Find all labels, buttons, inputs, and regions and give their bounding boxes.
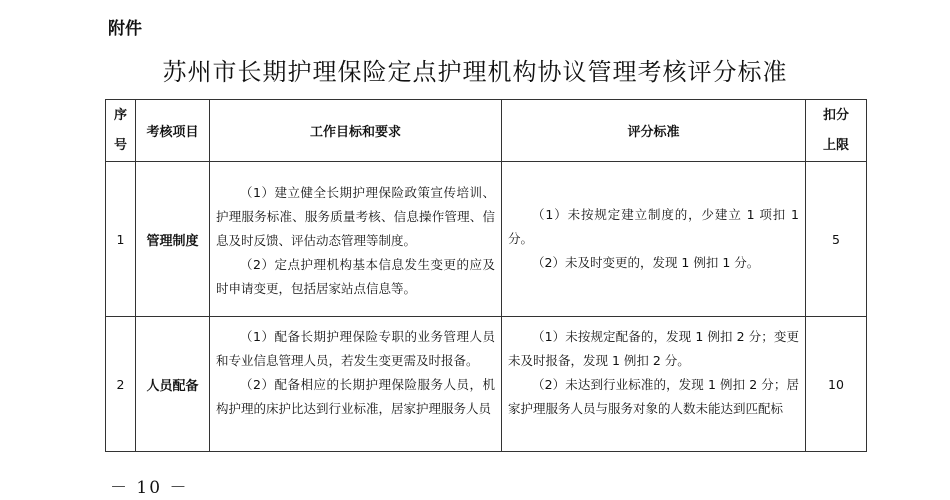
row-item: 管理制度 <box>136 162 210 317</box>
header-seq-line1: 序 <box>113 107 127 123</box>
criteria-paragraph: （1）未按规定配备的，发现 1 例扣 2 分；变更未及时报备，发现 1 例扣 2 分。 <box>508 329 799 368</box>
row-seq: 2 <box>106 317 136 452</box>
header-seq-line2: 号 <box>113 137 127 153</box>
criteria-paragraph: （1）未按规定建立制度的，少建立 1 项扣 1 分。 <box>508 207 799 246</box>
row-seq: 1 <box>106 162 136 317</box>
requirement-paragraph: （2）定点护理机构基本信息发生变更的应及时申请变更，包括居家站点信息等。 <box>216 257 495 296</box>
document-title: 苏州市长期护理保险定点护理机构协议管理考核评分标准 <box>162 58 788 86</box>
table-row <box>106 162 867 317</box>
header-criteria: 评分标准 <box>502 100 806 162</box>
row-requirements <box>210 162 502 317</box>
row-requirements <box>210 317 502 452</box>
header-max-line1: 扣分 <box>822 107 849 123</box>
criteria-paragraph: （2）未及时变更的，发现 1 例扣 1 分。 <box>532 255 760 270</box>
criteria-paragraph: （2）未达到行业标准的，发现 1 例扣 2 分；居家护理服务人员与服务对象的人数未能达到匹配标 <box>508 377 799 416</box>
row-max-deduction: 10 <box>806 317 867 452</box>
table-row <box>106 317 867 452</box>
requirement-paragraph: （1）配备长期护理保险专职的业务管理人员和专业信息管理人员，若发生变更需及时报备。 <box>216 329 495 368</box>
requirement-paragraph: （2）配备相应的长期护理保险服务人员，机构护理的床护比达到行业标准，居家护理服务人员 <box>216 377 495 416</box>
row-max-deduction: 5 <box>806 162 867 317</box>
table-header-row <box>106 100 867 162</box>
header-max-deduction <box>806 100 867 162</box>
page-number: － 10 － <box>110 478 189 498</box>
header-max-line2: 上限 <box>822 137 849 153</box>
row-item: 人员配备 <box>136 317 210 452</box>
requirement-paragraph: （1）建立健全长期护理保险政策宣传培训、护理服务标准、服务质量考核、信息操作管理、信息及时反馈、评估动态管理等制度。 <box>216 185 495 248</box>
header-item: 考核项目 <box>136 100 210 162</box>
row-criteria <box>502 317 806 452</box>
header-seq <box>106 100 136 162</box>
header-requirements: 工作目标和要求 <box>210 100 502 162</box>
row-criteria <box>502 162 806 317</box>
scoring-table <box>105 99 867 452</box>
attachment-label: 附件 <box>108 19 142 39</box>
